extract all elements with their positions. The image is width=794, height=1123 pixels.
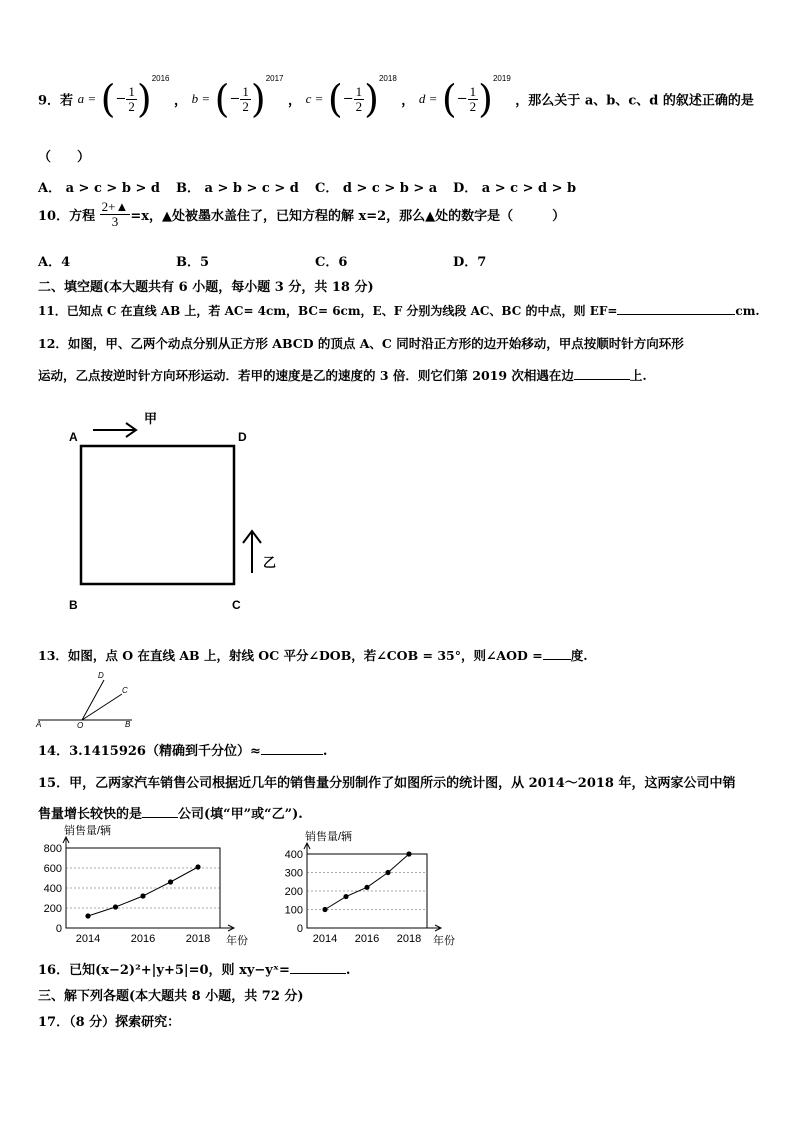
- q14-answer-blank: [261, 742, 323, 755]
- q11-text: 11．已知点 C 在直线 AB 上，若 AC= 4cm，BC= 6cm，E、F 分别为线段 AC、BC 的中点，则 EF=: [38, 304, 618, 318]
- y-tick-label: 100: [285, 904, 303, 917]
- chart-jia: [30, 822, 270, 952]
- q11-answer-blank: [617, 302, 735, 315]
- square-figure: [60, 405, 320, 615]
- data-point: [385, 870, 390, 875]
- q9-frac-d: [468, 85, 479, 114]
- q15-line2-end: 公司(填“甲”或“乙”).: [178, 807, 303, 822]
- q10-numerator: 2+▲: [101, 199, 129, 214]
- series-line: [325, 854, 409, 910]
- label-c: C: [122, 686, 128, 695]
- q12-line2-text: 运动，乙点按逆时针方向环形运动．若甲的速度是乙的速度的 3 倍．则它们第 2019 次相遇在边: [38, 368, 574, 383]
- q9-paren-blank: （ ）: [38, 150, 91, 165]
- y-tick-label: 400: [285, 849, 303, 861]
- q10-option-a: A．4: [38, 255, 71, 270]
- q10-option-c: C．6: [315, 255, 348, 270]
- q9-exp-c: 2018: [378, 74, 397, 83]
- paren-close: ): [136, 77, 152, 121]
- label-b: B: [69, 598, 78, 612]
- minus-sign: −: [456, 91, 468, 107]
- y-tick-label: 400: [43, 883, 62, 895]
- paren-open: (: [441, 77, 457, 121]
- q13-line: [38, 646, 588, 664]
- q9-option-d: D． a > c > d > b: [453, 181, 577, 196]
- data-point: [113, 904, 118, 909]
- q12-line2-end: 上.: [629, 368, 647, 383]
- y-tick-label: 300: [285, 867, 303, 880]
- x-tick-label: 2014: [312, 933, 338, 945]
- frac-num: 1: [128, 83, 135, 99]
- section-3-heading: 三、解下列各题(本大题共 8 小题，共 72 分): [38, 989, 304, 1004]
- label-yi: 乙: [263, 555, 277, 570]
- paren-open: (: [214, 77, 230, 121]
- q10-prefix: 10．方程: [38, 209, 96, 224]
- frac-den: 2: [355, 98, 363, 114]
- q9-option-c: C． d > c > b > a: [315, 181, 438, 196]
- y-tick-label: 600: [43, 863, 62, 875]
- q16-answer-blank: [290, 961, 346, 974]
- series-line: [88, 867, 198, 916]
- y-tick-label: 800: [43, 843, 62, 855]
- frac-num: 1: [469, 83, 477, 99]
- frac-den: 2: [128, 98, 135, 114]
- x-tick-label: 2016: [354, 933, 380, 945]
- q9-frac-a: [126, 85, 137, 114]
- q17-line: 17．（8 分）探索研究：: [38, 1015, 181, 1030]
- comma: ，: [401, 93, 415, 109]
- q9-a-lhs: a =: [77, 91, 97, 106]
- label-d: D: [238, 430, 247, 444]
- x-tick-label: 2016: [130, 933, 156, 945]
- q9-exp-d: 2019: [492, 74, 511, 83]
- frac-den: 2: [242, 98, 249, 114]
- y-tick-label: 200: [43, 903, 62, 915]
- q9-tail: ，那么关于 a、b、c、d 的叙述正确的是: [515, 93, 754, 109]
- label-jia: 甲: [144, 411, 158, 426]
- x-axis-label: 年份: [226, 935, 248, 947]
- comma: ，: [288, 93, 302, 109]
- q16-end: .: [345, 963, 351, 978]
- paren-open: (: [327, 77, 343, 121]
- q10-denominator: 3: [111, 214, 119, 229]
- data-point: [85, 913, 90, 918]
- label-a: A: [36, 720, 42, 728]
- q12-answer-blank: [574, 367, 630, 380]
- ray-oc: [82, 694, 122, 720]
- q15-answer-blank: [142, 805, 178, 818]
- q9-option-a: A． a > c > b > d: [38, 181, 160, 196]
- data-point: [195, 864, 200, 869]
- q10-suffix: =x，▲处被墨水盖住了，已知方程的解 x=2，那么▲处的数字是（ ）: [130, 209, 566, 224]
- q10-line: [38, 200, 565, 240]
- y-tick-label: 200: [285, 886, 303, 898]
- x-tick-label: 2018: [396, 933, 422, 945]
- y-axis-label: 销售量/辆: [305, 831, 353, 843]
- q9-number: 9．若: [38, 93, 74, 109]
- minus-sign: −: [342, 91, 354, 107]
- x-tick-label: 2018: [185, 933, 211, 945]
- q11-unit: cm.: [735, 304, 760, 318]
- section-2-heading: 二、填空题(本大题共有 6 小题，每小题 3 分，共 18 分): [38, 280, 374, 295]
- label-d: D: [98, 671, 104, 680]
- label-b: B: [125, 720, 131, 728]
- q10-option-d: D．7: [453, 255, 487, 270]
- q13-text-end: 度.: [570, 648, 588, 663]
- frac-num: 1: [355, 83, 363, 99]
- q15-line1: 15．甲，乙两家汽车销售公司根据近几年的销售量分别制作了如图所示的统计图，从 2014～2018 年，这两家公司中销: [38, 776, 736, 791]
- data-point: [406, 851, 411, 856]
- q9-option-b: B． a > b > c > d: [176, 181, 299, 196]
- arrow-right-icon: [93, 423, 136, 437]
- label-a: A: [69, 430, 78, 444]
- q14-text: 14．3.1415926（精确到千分位）≈: [38, 744, 261, 759]
- q9-frac-c: [354, 85, 365, 114]
- q9-c-lhs: c =: [305, 91, 324, 106]
- label-c: C: [232, 598, 241, 612]
- paren-open: (: [100, 77, 116, 121]
- q16-text: 16．已知(x−2)²+|y+5|=0，则 xy−yˣ=: [38, 963, 290, 978]
- x-tick-label: 2014: [75, 933, 101, 945]
- minus-sign: −: [115, 91, 127, 107]
- comma: ，: [174, 93, 188, 109]
- q10-fraction: [100, 200, 131, 229]
- minus-sign: −: [229, 91, 241, 107]
- q11-line: [38, 302, 760, 319]
- q16-line: [38, 959, 350, 978]
- y-axis-label: 销售量/辆: [64, 825, 112, 837]
- data-point: [364, 885, 369, 890]
- q12-line2: [38, 366, 647, 384]
- q9-d-lhs: d =: [418, 91, 438, 106]
- label-o: O: [77, 721, 84, 728]
- ray-od: [82, 680, 104, 720]
- data-point: [322, 907, 327, 912]
- q10-option-b: B．5: [176, 255, 210, 270]
- angle-figure: [34, 668, 164, 728]
- frac-num: 1: [242, 83, 249, 99]
- q14-line: [38, 740, 327, 759]
- frac-den: 2: [469, 98, 477, 114]
- data-point: [168, 879, 173, 884]
- arrow-up-icon: [243, 531, 261, 573]
- q9-exp-a: 2016: [151, 74, 170, 83]
- paren-close: ): [364, 77, 379, 121]
- q9-exp-b: 2017: [265, 74, 284, 83]
- x-axis-label: 年份: [433, 935, 455, 947]
- q15-line2: [38, 803, 303, 822]
- data-point: [140, 893, 145, 898]
- y-tick-label: 0: [296, 923, 303, 935]
- paren-close: ): [478, 77, 493, 121]
- data-point: [343, 894, 348, 899]
- q13-text: 13．如图，点 O 在直线 AB 上，射线 OC 平分∠DOB，若∠COB = 35°，则∠AOD =: [38, 648, 543, 663]
- q9-line: [38, 74, 754, 130]
- q13-answer-blank: [543, 647, 571, 660]
- paren-close: ): [250, 77, 266, 121]
- q9-b-lhs: b =: [191, 91, 211, 106]
- q9-frac-b: [240, 85, 251, 114]
- q12-line1: 12．如图，甲、乙两个动点分别从正方形 ABCD 的顶点 A、C 同时沿正方形的边开始移动，甲点按顺时针方向环形: [38, 336, 684, 351]
- chart-yi: [285, 822, 475, 952]
- y-tick-label: 0: [55, 923, 62, 935]
- q15-line2-text: 售量增长较快的是: [38, 807, 143, 822]
- square-abcd: [81, 446, 234, 584]
- q14-end: .: [322, 744, 328, 759]
